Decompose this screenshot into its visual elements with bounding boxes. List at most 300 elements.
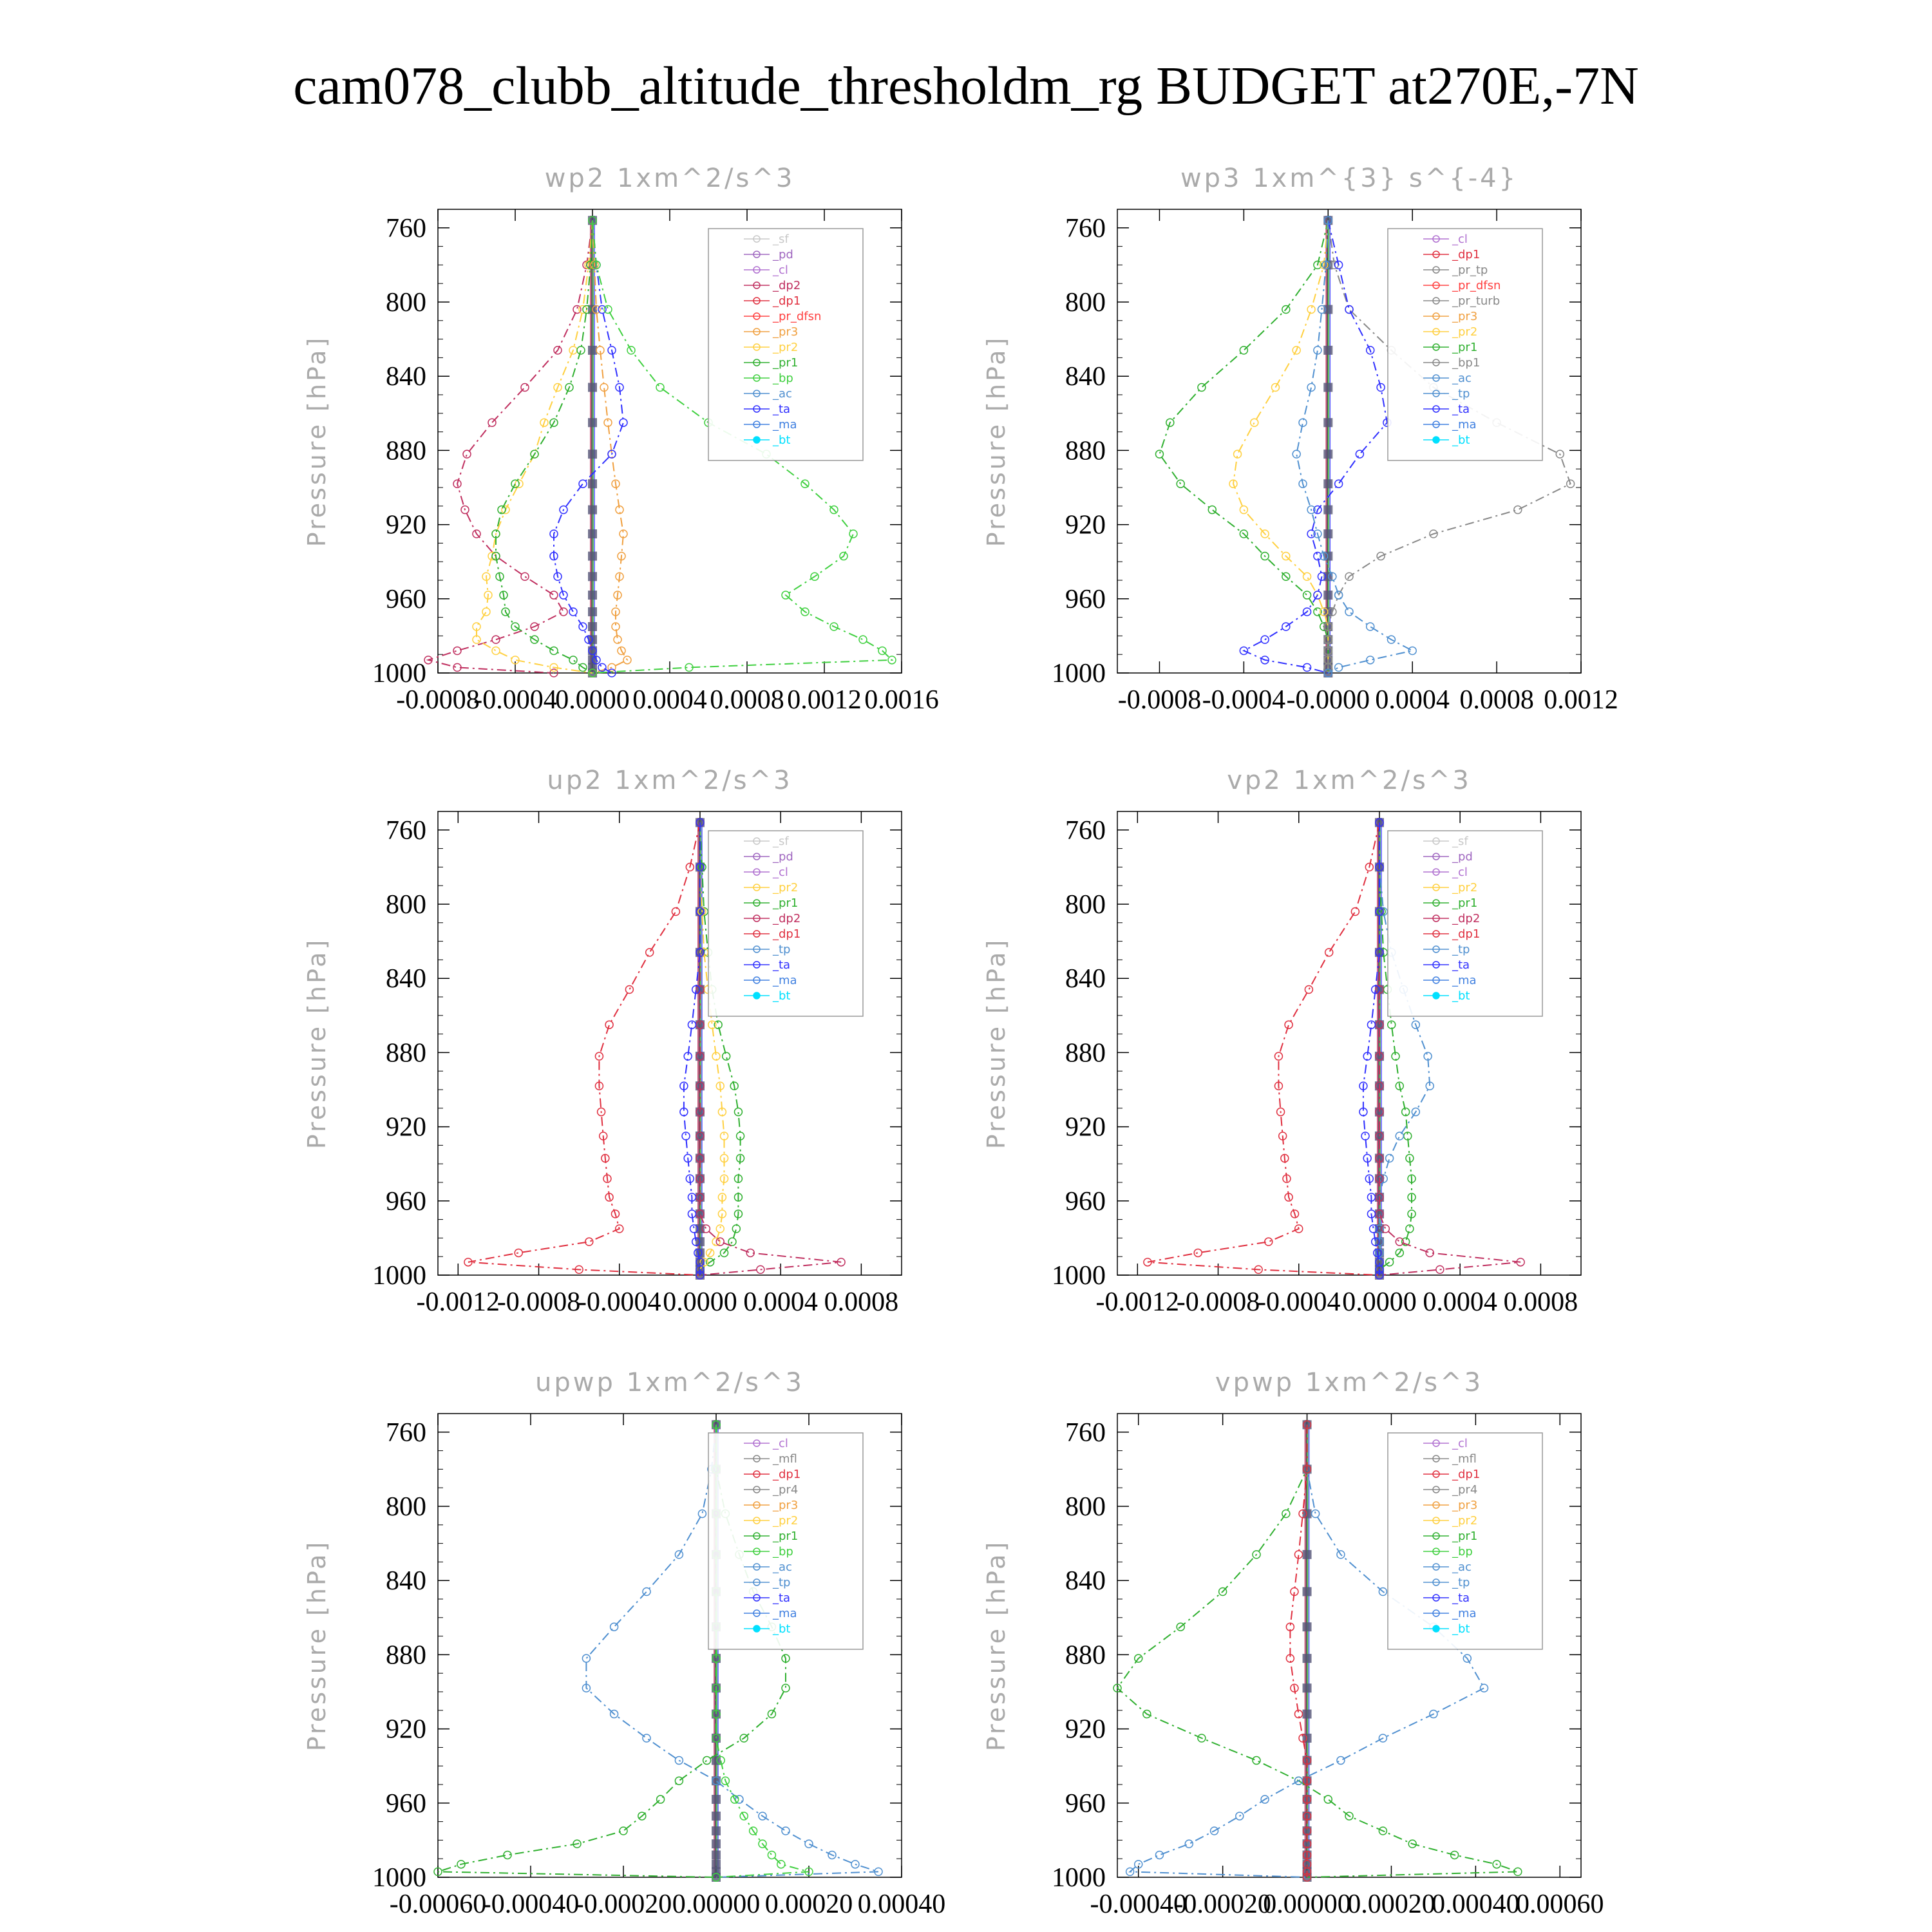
y-tick-label: 760 — [386, 213, 426, 243]
series-point — [582, 1654, 590, 1662]
legend-label: _ta — [773, 402, 791, 416]
x-tick-label: -0.0004 — [577, 1287, 661, 1317]
y-tick-label: 840 — [386, 1566, 426, 1596]
legend-label: _tp — [1452, 943, 1470, 956]
x-tick-label: -0.0004 — [1256, 1287, 1341, 1317]
legend-label: _dp1 — [773, 927, 801, 941]
bt-marker — [1303, 1654, 1312, 1663]
legend-label: _cl — [773, 866, 788, 879]
bt-marker — [712, 1826, 721, 1835]
bt-marker — [1323, 450, 1332, 459]
legend-label: _bt — [773, 1622, 791, 1636]
y-tick-label: 1000 — [372, 1261, 426, 1291]
series-point — [515, 1249, 522, 1256]
bt-marker — [712, 1795, 721, 1804]
legend-label: _mfl — [1452, 1452, 1477, 1466]
bt-marker — [1323, 346, 1332, 355]
series-point — [732, 1225, 740, 1233]
series-point — [1253, 1757, 1260, 1765]
legend-label: _ma — [773, 974, 797, 987]
x-tick-label: -0.0012 — [416, 1287, 500, 1317]
panel-2 — [303, 766, 902, 1317]
panel-4 — [303, 1368, 945, 1919]
bt-marker — [588, 346, 597, 355]
legend-label: _pr1 — [1452, 896, 1478, 910]
series-point — [560, 608, 567, 616]
x-tick-label: 0.0000 — [555, 685, 630, 715]
y-tick-label: 960 — [1065, 1788, 1106, 1819]
legend-label: _pr1 — [773, 896, 799, 910]
legend-label: _pr4 — [1452, 1483, 1478, 1497]
legend-label: _ta — [1452, 1591, 1470, 1605]
x-tick-label: 0.00000 — [1263, 1889, 1351, 1919]
series-point — [1325, 949, 1333, 956]
series-point — [1303, 591, 1311, 599]
x-tick-label: 0.0004 — [743, 1287, 818, 1317]
y-tick-label: 960 — [386, 584, 426, 614]
legend-label: _pr2 — [1452, 881, 1478, 895]
series-point — [1251, 419, 1258, 426]
x-tick-label: -0.0012 — [1095, 1287, 1180, 1317]
x-tick-label: 0.0016 — [864, 685, 939, 715]
y-tick-label: 840 — [1065, 1566, 1106, 1596]
legend-label: _mfl — [773, 1452, 797, 1466]
legend-label: _dp1 — [1452, 1468, 1481, 1481]
bt-marker — [588, 418, 597, 427]
series-point — [1367, 623, 1374, 630]
legend-label: _cl — [1452, 1437, 1468, 1450]
x-tick-label: -0.0008 — [497, 1287, 581, 1317]
x-tick-label: -0.0004 — [473, 685, 557, 715]
legend-label: _cl — [773, 1437, 788, 1450]
x-tick-label: -0.00060 — [389, 1889, 487, 1919]
legend-label: _bt — [1452, 433, 1470, 447]
legend-label: _bt — [773, 433, 791, 447]
series-line — [477, 220, 592, 673]
y-tick-label: 840 — [1065, 964, 1106, 994]
series-point — [1337, 1757, 1345, 1765]
series-point — [703, 1757, 711, 1765]
x-tick-label: 0.00000 — [672, 1889, 761, 1919]
legend-label: _dp1 — [1452, 927, 1481, 941]
bt-marker — [1323, 506, 1332, 515]
legend-marker — [753, 1625, 760, 1632]
legend-label: _ac — [773, 1560, 792, 1574]
series-point — [521, 383, 529, 391]
legend-label: _ta — [1452, 402, 1470, 416]
y-tick-label: 960 — [386, 1186, 426, 1217]
panel-0 — [303, 164, 939, 715]
bt-marker — [588, 572, 597, 581]
y-tick-label: 920 — [386, 510, 426, 540]
bt-marker — [588, 479, 597, 488]
legend-label: _pr2 — [773, 341, 799, 354]
series-point — [777, 1861, 785, 1868]
series-line — [592, 220, 627, 673]
bt-marker — [588, 529, 597, 538]
series-point — [604, 306, 612, 314]
legend-label: _ac — [1452, 372, 1472, 385]
x-tick-label: -0.0008 — [1176, 1287, 1260, 1317]
legend-label: _sf — [773, 835, 789, 848]
legend-label: _ma — [773, 418, 797, 431]
series-point — [656, 383, 664, 391]
y-axis-label: Pressure [hPa] — [982, 335, 1010, 547]
panel-title: wp3 1xm^{3} s^{-4} — [1180, 164, 1519, 193]
bt-marker — [1323, 305, 1332, 314]
y-tick-label: 880 — [1065, 1038, 1106, 1068]
series-point — [1303, 573, 1311, 580]
series-line — [496, 220, 592, 673]
series-point — [734, 1108, 742, 1116]
y-tick-label: 880 — [386, 1038, 426, 1068]
y-tick-label: 800 — [1065, 890, 1106, 920]
series-point — [1194, 1249, 1202, 1256]
series-point — [453, 647, 461, 654]
y-tick-label: 840 — [1065, 362, 1106, 392]
x-tick-label: 0.0008 — [824, 1287, 899, 1317]
y-tick-label: 840 — [386, 964, 426, 994]
bt-marker — [1303, 1683, 1312, 1692]
panel-title: vpwp 1xm^2/s^3 — [1215, 1368, 1484, 1397]
panel-title: upwp 1xm^2/s^3 — [535, 1368, 804, 1397]
y-tick-label: 800 — [1065, 288, 1106, 317]
legend-marker — [1433, 992, 1439, 999]
series-point — [657, 1795, 665, 1803]
series-point — [550, 647, 558, 654]
bt-marker — [1303, 1550, 1312, 1559]
x-tick-label: 0.0012 — [1544, 685, 1618, 715]
bt-marker — [1375, 1020, 1384, 1029]
bt-marker — [1303, 1710, 1312, 1719]
bt-marker — [1323, 383, 1332, 392]
legend-label: _pr2 — [1452, 1514, 1478, 1528]
y-tick-label: 800 — [386, 890, 426, 920]
y-tick-label: 880 — [1065, 436, 1106, 466]
legend-label: _dp2 — [773, 912, 801, 925]
bt-marker — [1323, 479, 1332, 488]
series-point — [585, 1238, 593, 1245]
bt-marker — [696, 1020, 705, 1029]
series-point — [1514, 506, 1522, 514]
series-point — [698, 1510, 706, 1518]
legend-label: _sf — [773, 232, 789, 246]
series-point — [1208, 506, 1216, 514]
y-tick-label: 1000 — [372, 659, 426, 688]
y-tick-label: 880 — [386, 436, 426, 466]
series-point — [805, 1840, 813, 1848]
legend-label: _dp2 — [1452, 912, 1481, 925]
legend-label: _ta — [773, 958, 791, 972]
panel-5 — [982, 1368, 1604, 1919]
legend-label: _ma — [773, 1607, 797, 1620]
series-point — [605, 1021, 613, 1028]
y-tick-label: 800 — [386, 288, 426, 317]
x-tick-label: 0.0012 — [787, 685, 862, 715]
legend-label: _pd — [773, 248, 793, 261]
legend-marker — [1433, 437, 1439, 443]
x-tick-label: 0.00040 — [1432, 1889, 1520, 1919]
x-tick-label: 0.00020 — [1347, 1889, 1435, 1919]
x-tick-label: -0.00020 — [574, 1889, 672, 1919]
y-tick-label: 760 — [1065, 213, 1106, 243]
bt-marker — [588, 607, 597, 616]
legend-label: _pr1 — [1452, 341, 1478, 354]
legend-label: _cl — [1452, 232, 1468, 246]
main-title: cam078_clubb_altitude_thresholdm_rg BUDGET at270E,-7N — [293, 56, 1639, 116]
x-tick-label: 0.0000 — [1342, 1287, 1417, 1317]
legend-label: _sf — [1452, 835, 1468, 848]
legend-label: _tp — [1452, 387, 1470, 401]
x-tick-label: 0.00020 — [764, 1889, 853, 1919]
legend-label: _pr4 — [773, 1483, 799, 1497]
legend-label: _cl — [773, 263, 788, 277]
legend-label: _bp — [773, 372, 793, 385]
bt-marker — [712, 1812, 721, 1821]
legend-label: _pr1 — [773, 356, 799, 370]
legend-label: _ac — [1452, 1560, 1472, 1574]
legend-label: _ma — [1452, 1607, 1477, 1620]
legend-label: _tp — [773, 943, 791, 956]
legend-label: _pr3 — [773, 325, 799, 339]
x-tick-label: 0.0004 — [632, 685, 707, 715]
series-point — [620, 419, 627, 426]
series-point — [1305, 985, 1312, 993]
y-axis-label: Pressure [hPa] — [303, 335, 331, 547]
legend-label: _pr_tp — [1452, 263, 1488, 277]
bt-marker — [1303, 1587, 1312, 1596]
series-point — [625, 985, 633, 993]
x-tick-label: 0.0004 — [1423, 1287, 1497, 1317]
series-point — [1356, 450, 1363, 458]
legend-label: _dp1 — [773, 1468, 801, 1481]
series-point — [728, 1238, 736, 1245]
series-point — [643, 1734, 650, 1742]
y-tick-label: 1000 — [1052, 1261, 1106, 1291]
y-tick-label: 920 — [386, 1714, 426, 1745]
series-line — [1244, 220, 1387, 673]
series-point — [1307, 306, 1315, 314]
series-point — [1335, 480, 1343, 488]
y-axis-label: Pressure [hPa] — [982, 1539, 1010, 1752]
series-point — [1324, 1795, 1332, 1803]
series-point — [1345, 608, 1353, 616]
bt-marker — [1323, 418, 1332, 427]
series-point — [723, 1052, 730, 1060]
y-tick-label: 1000 — [1052, 1863, 1106, 1893]
series-line — [428, 220, 592, 673]
series-point — [1155, 1851, 1163, 1859]
x-tick-label: 0.0008 — [710, 685, 784, 715]
series-point — [768, 1851, 775, 1859]
series-point — [672, 908, 679, 916]
x-tick-label: -0.00040 — [1090, 1889, 1187, 1919]
series-point — [620, 1827, 627, 1835]
x-tick-label: 0.00060 — [1516, 1889, 1604, 1919]
series-point — [782, 1827, 790, 1835]
series-point — [675, 1777, 683, 1785]
x-tick-label: 0.0008 — [1503, 1287, 1578, 1317]
x-tick-label: -0.0000 — [1286, 685, 1370, 715]
series-line — [554, 220, 623, 673]
series-point — [1293, 450, 1300, 458]
series-point — [1386, 1155, 1394, 1162]
y-tick-label: 880 — [1065, 1640, 1106, 1671]
series-point — [463, 450, 471, 458]
bt-marker — [712, 1839, 721, 1848]
series-point — [1480, 1684, 1488, 1692]
panel-title: up2 1xm^2/s^3 — [547, 766, 793, 795]
legend-label: _pr1 — [1452, 1530, 1478, 1543]
panel-title: vp2 1xm^2/s^3 — [1227, 766, 1472, 795]
y-tick-label: 1000 — [372, 1863, 426, 1893]
legend-label: _bp — [1452, 1545, 1473, 1558]
legend-label: _bt — [773, 989, 791, 1003]
series-point — [569, 656, 577, 664]
y-tick-label: 960 — [386, 1788, 426, 1819]
series-point — [521, 573, 529, 580]
legend-label: _ma — [1452, 974, 1477, 987]
series-point — [569, 608, 577, 616]
series-point — [1312, 1510, 1320, 1518]
series-line — [1160, 220, 1329, 673]
series-point — [643, 1587, 650, 1595]
y-tick-label: 760 — [386, 1417, 426, 1448]
y-tick-label: 760 — [1065, 815, 1106, 846]
legend-label: _pr1 — [773, 1530, 799, 1543]
legend-marker — [1433, 1625, 1439, 1632]
x-tick-label: -0.0008 — [1117, 685, 1202, 715]
bt-marker — [588, 622, 597, 631]
series-point — [859, 636, 867, 643]
y-tick-label: 800 — [386, 1492, 426, 1522]
series-line — [1290, 1425, 1307, 1877]
series-point — [782, 1684, 790, 1692]
series-line — [468, 822, 700, 1275]
series-point — [550, 591, 558, 599]
y-tick-label: 920 — [386, 1112, 426, 1142]
bt-marker — [588, 552, 597, 561]
x-tick-label: -0.0008 — [396, 685, 480, 715]
legend-label: _pr3 — [1452, 1499, 1478, 1512]
series-point — [1155, 450, 1163, 458]
legend-label: _bt — [1452, 1622, 1470, 1636]
series-point — [849, 530, 857, 538]
panel-title: wp2 1xm^2/s^3 — [544, 164, 795, 193]
y-tick-label: 960 — [1065, 1186, 1106, 1217]
legend-label: _bt — [1452, 989, 1470, 1003]
legend-label: _pr_dfsn — [773, 310, 822, 323]
legend-label: _pr2 — [1452, 325, 1478, 339]
legend-label: _pr3 — [773, 1499, 799, 1512]
legend-label: _ta — [773, 1591, 791, 1605]
series-point — [577, 346, 585, 354]
series-point — [482, 608, 490, 616]
bt-marker — [588, 450, 597, 459]
bt-marker — [1323, 529, 1332, 538]
series-point — [1285, 1021, 1293, 1028]
series-line — [1148, 822, 1379, 1275]
y-axis-label: Pressure [hPa] — [303, 937, 331, 1150]
series-point — [611, 1623, 618, 1631]
y-tick-label: 960 — [1065, 584, 1106, 614]
legend-label: _pd — [1452, 850, 1473, 864]
y-tick-label: 760 — [1065, 1417, 1106, 1448]
legend-marker — [753, 437, 760, 443]
x-tick-label: 0.00040 — [857, 1889, 946, 1919]
legend-label: _pr_dfsn — [1452, 279, 1501, 292]
legend-marker — [753, 992, 760, 999]
legend-label: _ma — [1452, 418, 1477, 431]
series-point — [1396, 1238, 1403, 1245]
y-tick-label: 800 — [1065, 1492, 1106, 1522]
bt-marker — [1303, 1622, 1312, 1631]
y-tick-label: 760 — [386, 815, 426, 846]
legend-label: _pr2 — [773, 1514, 799, 1528]
y-tick-label: 920 — [1065, 510, 1106, 540]
legend-label: _pd — [773, 850, 793, 864]
series-point — [488, 419, 496, 426]
legend-label: _pr3 — [1452, 310, 1478, 323]
legend-label: _pr2 — [773, 881, 799, 895]
legend-label: _dp1 — [773, 294, 801, 308]
series-point — [1240, 346, 1247, 354]
legend-label: _ac — [773, 387, 792, 401]
legend-label: _dp1 — [1452, 248, 1481, 261]
legend-label: _bp1 — [1452, 356, 1481, 370]
x-tick-label: -0.00020 — [1174, 1889, 1271, 1919]
legend-label: _pr_turb — [1452, 294, 1501, 308]
bt-marker — [1323, 591, 1332, 600]
legend-label: _ta — [1452, 958, 1470, 972]
x-tick-label: 0.0004 — [1375, 685, 1450, 715]
panel-3 — [982, 766, 1581, 1317]
series-point — [716, 1225, 724, 1233]
y-tick-label: 1000 — [1052, 659, 1106, 688]
bt-marker — [588, 506, 597, 515]
series-point — [579, 480, 587, 488]
legend-label: _bp — [773, 1545, 793, 1558]
x-tick-label: -0.00040 — [482, 1889, 580, 1919]
y-tick-label: 920 — [1065, 1714, 1106, 1745]
bt-marker — [588, 646, 597, 655]
series-point — [1198, 383, 1206, 391]
y-tick-label: 880 — [386, 1640, 426, 1671]
series-point — [1351, 908, 1359, 916]
y-axis-label: Pressure [hPa] — [303, 1539, 331, 1752]
series-point — [1185, 1840, 1193, 1848]
legend-label: _tp — [1452, 1576, 1470, 1589]
y-tick-label: 840 — [386, 362, 426, 392]
y-tick-label: 920 — [1065, 1112, 1106, 1142]
y-axis-label: Pressure [hPa] — [982, 937, 1010, 1150]
legend-label: _cl — [1452, 866, 1468, 879]
series-point — [492, 647, 500, 654]
series-point — [1396, 1132, 1403, 1140]
bt-marker — [588, 383, 597, 392]
series-point — [1335, 663, 1343, 671]
x-tick-label: 0.0008 — [1459, 685, 1534, 715]
panel-1 — [982, 164, 1618, 715]
series-point — [646, 949, 654, 956]
bt-marker — [712, 1850, 721, 1859]
x-tick-label: -0.0004 — [1202, 685, 1286, 715]
legend-label: _tp — [773, 1576, 791, 1589]
bt-marker — [588, 591, 597, 600]
series-point — [1265, 1238, 1273, 1245]
x-tick-label: 0.0000 — [663, 1287, 737, 1317]
legend-label: _dp2 — [773, 279, 801, 292]
